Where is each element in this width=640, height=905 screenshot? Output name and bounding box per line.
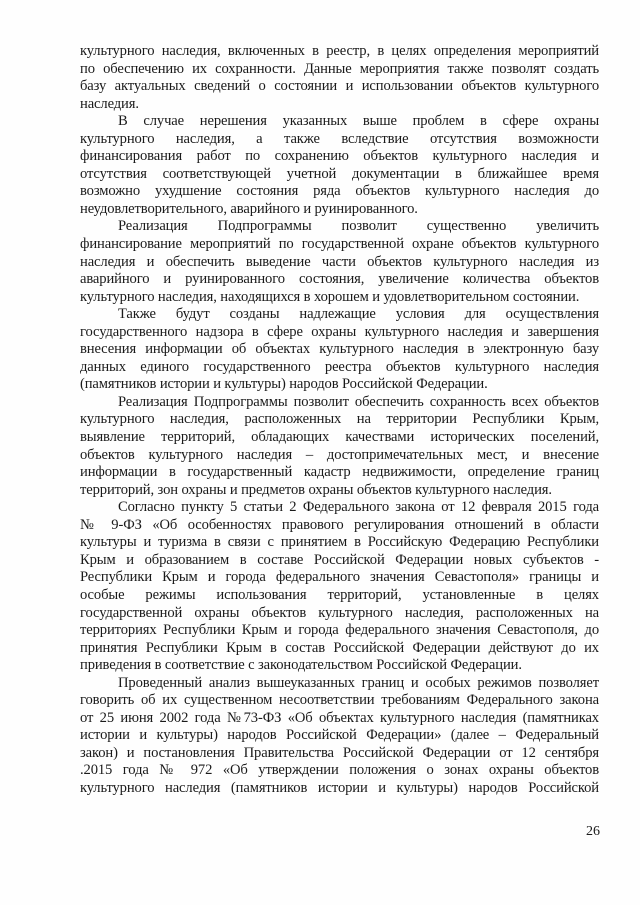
text-line: культурного наследия, находящихся в хорошем и удовлетворительном состоянии.	[80, 288, 580, 305]
paragraph-7	[80, 675, 599, 798]
text-line: культурного наследия (памятников истории и культуры) народов Российской	[80, 779, 599, 796]
text-line: отсутствия соответствующей учетной документации в ближайшее время	[80, 165, 599, 182]
text-line: приведения в соответствие с законодательством Российской Федерации.	[80, 657, 522, 674]
paragraph-3	[80, 218, 599, 306]
paragraph-4	[80, 306, 599, 394]
text-line: Проведенный анализ вышеуказанных границ и особых режимов позволяет	[118, 674, 599, 691]
text-line: возможно ухудшение состояния ряда объектов культурного наследия до	[80, 183, 599, 200]
text-line: неудовлетворительного, аварийного и руинированного.	[80, 200, 418, 217]
text-line: по обеспечению их сохранности. Данные мероприятия также позволят создать	[80, 60, 599, 77]
text-line: государственного надзора в сфере охраны культурного наследия и завершения	[80, 323, 599, 340]
text-line: данных единого государственного реестра объектов культурного наследия	[80, 358, 599, 375]
text-line: объектов культурного наследия – достопримечательных мест, и внесение	[80, 446, 599, 463]
text-line: государственной охраны объектов культурного наследия, расположенных на	[80, 604, 599, 621]
text-line: культурного наследия, а также вследствие отсутствия возможности	[80, 130, 599, 147]
text-line: выявление территорий, обладающих качествами исторических поселений,	[80, 429, 599, 446]
text-line: культурного наследия, включенных в реестр, в целях определения мероприятий	[80, 43, 599, 59]
text-line: Согласно пункту 5 статьи 2 Федерального закона от 12 февраля 2015 года	[118, 499, 599, 516]
text-line: принятия Республики Крым в состав Российской Федерации действуют до их	[80, 639, 599, 656]
text-line: культурного наследия, расположенных на территории Республики Крым,	[80, 411, 599, 428]
text-line: истории и культуры) народов Российской Федерации» (далее – Федеральный	[80, 727, 599, 744]
text-line: закон) и постановления Правительства Российской Федерации от 12 сентября	[80, 744, 599, 761]
paragraph-1	[80, 43, 599, 113]
text-line: аварийного и руинированного состояния, увеличение количества объектов	[80, 271, 599, 288]
paragraph-2	[80, 113, 599, 218]
text-line: .2015 года № 972 «Об утверждении положения о зонах охраны объектов	[80, 762, 599, 779]
text-line: финансирование мероприятий по государственной охране объектов культурного	[80, 236, 599, 253]
text-line: № 9-ФЗ «Об особенностях правового регулирования отношений в области	[80, 516, 599, 533]
text-line: В случае нерешения указанных выше проблем в сфере охраны	[118, 113, 599, 130]
text-line: наследия.	[80, 95, 139, 112]
text-line: территориях Республики Крым и города федерального значения Севастополя, до	[80, 622, 599, 639]
text-line: особые режимы использования территорий, установленные в целях	[80, 586, 599, 603]
page-number: 26	[586, 824, 600, 839]
text-line: говорить об их существенном несоответствии требованиям Федерального закона	[80, 692, 599, 709]
text-line: Республики Крым и города федерального значения Севастополя» границы и	[80, 569, 599, 586]
document-body	[80, 43, 599, 798]
text-line: культуры и туризма в связи с принятием в Российскую Федерацию Республики	[80, 534, 599, 551]
text-line: Также будут созданы надлежащие условия для осуществления	[118, 306, 599, 323]
text-line: наследия и обеспечить выведение части объектов культурного наследия из	[80, 253, 599, 270]
text-line: внесения информации об объектах культурного наследия в электронную базу	[80, 341, 599, 358]
text-line: (памятников истории и культуры) народов Российской Федерации.	[80, 376, 488, 393]
text-line: Крым и образованием в составе Российской Федерации новых субъектов -	[80, 551, 599, 568]
text-line: информации в государственный кадастр недвижимости, определение границ	[80, 464, 599, 481]
text-line: Реализация Подпрограммы позволит обеспечить сохранность всех объектов	[118, 393, 599, 410]
text-line: от 25 июня 2002 года №73-ФЗ «Об объектах культурного наследия (памятниках	[80, 709, 599, 726]
paragraph-6	[80, 499, 599, 674]
text-line: финансирования работ по сохранению объектов культурного наследия и	[80, 148, 599, 165]
text-line: базу актуальных сведений о состоянии и использовании объектов культурного	[80, 78, 599, 95]
paragraph-5	[80, 394, 599, 499]
text-line: территорий, зон охраны и предметов охраны объектов культурного наследия.	[80, 481, 552, 498]
text-line: Реализация Подпрограммы позволит существенно увеличить	[118, 218, 599, 235]
